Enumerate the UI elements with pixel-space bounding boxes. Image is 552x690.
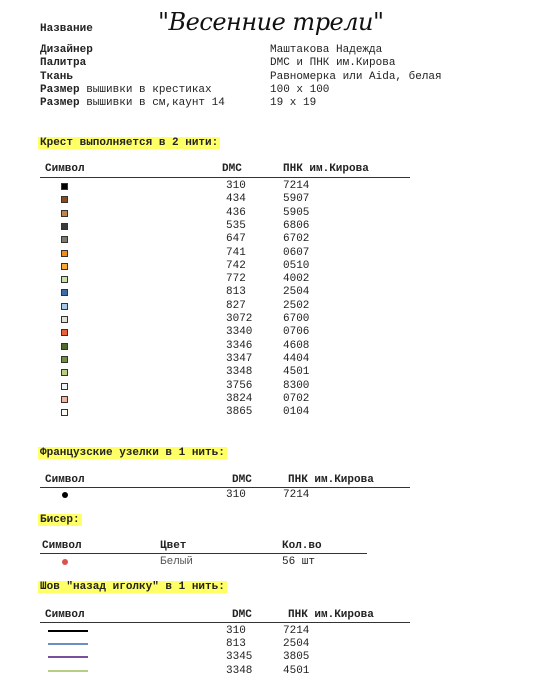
backstitch-line-icon bbox=[48, 630, 88, 632]
dmc-cell: 772 bbox=[226, 273, 246, 285]
pnk-cell: 7214 bbox=[283, 489, 310, 501]
stitch-symbol-icon bbox=[61, 369, 68, 376]
table-row bbox=[0, 207, 552, 220]
size-value: 100 х 100 bbox=[270, 84, 330, 96]
pnk-cell: 2504 bbox=[283, 286, 310, 298]
pnk-cell: 0702 bbox=[283, 393, 310, 405]
stitch-symbol-icon bbox=[61, 196, 68, 203]
pnk-cell: 8300 bbox=[283, 380, 310, 392]
pnk-cell: 0607 bbox=[283, 247, 310, 259]
dmc-cell: 310 bbox=[226, 489, 246, 501]
table-row bbox=[0, 286, 552, 299]
dmc-cell: 436 bbox=[226, 207, 246, 219]
table-row bbox=[0, 489, 552, 502]
pnk-cell: 7214 bbox=[283, 180, 310, 192]
stitch-symbol-icon bbox=[61, 236, 68, 243]
pnk-cell: 6700 bbox=[283, 313, 310, 325]
stitch-symbol-icon bbox=[61, 210, 68, 217]
designer-label: Дизайнер bbox=[40, 44, 93, 56]
pnk-cell: 0104 bbox=[283, 406, 310, 418]
fabric-value: Равномерка или Aida, белая bbox=[270, 71, 442, 83]
table-row bbox=[0, 273, 552, 286]
dmc-cell: 434 bbox=[226, 193, 246, 205]
dmc-cell: 3340 bbox=[226, 326, 253, 338]
stitch-symbol-icon bbox=[61, 276, 68, 283]
table-row bbox=[0, 313, 552, 326]
dmc-cell: 310 bbox=[226, 180, 246, 192]
backstitch-col-symbol: Символ bbox=[45, 609, 85, 621]
beads-header-rule bbox=[40, 553, 367, 554]
stitch-symbol-icon bbox=[61, 289, 68, 296]
table-row bbox=[0, 393, 552, 406]
pnk-cell: 0510 bbox=[283, 260, 310, 272]
dmc-cell: 647 bbox=[226, 233, 246, 245]
table-row bbox=[0, 233, 552, 246]
dmc-cell: 813 bbox=[226, 638, 246, 650]
knots-col-dmc: DMC bbox=[232, 474, 252, 486]
beads-col-symbol: Символ bbox=[42, 540, 82, 552]
table-row bbox=[0, 366, 552, 379]
dmc-cell: 310 bbox=[226, 625, 246, 637]
pnk-cell: 0706 bbox=[283, 326, 310, 338]
knot-dot-icon bbox=[62, 492, 68, 498]
knots-col-symbol: Символ bbox=[45, 474, 85, 486]
dmc-cell: 3346 bbox=[226, 340, 253, 352]
pattern-title: "Весенние трели" bbox=[158, 8, 384, 36]
pnk-cell: 2502 bbox=[283, 300, 310, 312]
stitch-symbol-icon bbox=[61, 383, 68, 390]
dmc-cell: 741 bbox=[226, 247, 246, 259]
size-label: Размер вышивки в крестиках bbox=[40, 84, 212, 96]
knots-heading: Французские узелки в 1 нить: bbox=[40, 447, 225, 459]
dmc-cell: 3756 bbox=[226, 380, 253, 392]
stitch-symbol-icon bbox=[61, 343, 68, 350]
table-row bbox=[0, 180, 552, 193]
pnk-cell: 4608 bbox=[283, 340, 310, 352]
cross-col-pnk: ПНК им.Кирова bbox=[283, 163, 369, 175]
dmc-cell: 535 bbox=[226, 220, 246, 232]
size-cm-value: 19 х 19 bbox=[270, 97, 317, 109]
pnk-cell: 5907 bbox=[283, 193, 310, 205]
dmc-cell: 3865 bbox=[226, 406, 253, 418]
table-row bbox=[0, 220, 552, 233]
beads-heading: Бисер: bbox=[40, 514, 80, 526]
stitch-symbol-icon bbox=[61, 409, 68, 416]
pnk-cell: 6702 bbox=[283, 233, 310, 245]
dmc-cell: 3348 bbox=[226, 366, 253, 378]
palette-value: DMC и ПНК им.Кирова bbox=[270, 57, 396, 69]
table-row bbox=[0, 625, 552, 638]
backstitch-header-rule bbox=[40, 622, 410, 623]
dmc-cell: 742 bbox=[226, 260, 246, 272]
stitch-symbol-icon bbox=[61, 250, 68, 257]
pnk-cell: 4404 bbox=[283, 353, 310, 365]
pnk-cell: 3805 bbox=[283, 651, 310, 663]
stitch-symbol-icon bbox=[61, 329, 68, 336]
knots-header-rule bbox=[40, 487, 410, 488]
designer-value: Маштакова Надежда bbox=[270, 44, 383, 56]
name-label: Название bbox=[40, 23, 93, 35]
table-row bbox=[0, 300, 552, 313]
backstitch-col-dmc: DMC bbox=[232, 609, 252, 621]
fabric-label: Ткань bbox=[40, 71, 74, 83]
stitch-symbol-icon bbox=[61, 396, 68, 403]
backstitch-line-icon bbox=[48, 643, 88, 645]
dmc-cell: 813 bbox=[226, 286, 246, 298]
table-row bbox=[0, 340, 552, 353]
stitch-symbol-icon bbox=[61, 303, 68, 310]
bead-color-cell: Белый bbox=[160, 556, 194, 568]
pnk-cell: 7214 bbox=[283, 625, 310, 637]
pnk-cell: 4501 bbox=[283, 665, 310, 677]
table-row bbox=[0, 651, 552, 664]
table-row bbox=[0, 260, 552, 273]
table-row bbox=[0, 193, 552, 206]
pnk-cell: 4501 bbox=[283, 366, 310, 378]
cross-col-symbol: Символ bbox=[45, 163, 85, 175]
cross-heading: Крест выполняется в 2 нити: bbox=[40, 137, 219, 149]
stitch-symbol-icon bbox=[61, 223, 68, 230]
dmc-cell: 3072 bbox=[226, 313, 253, 325]
table-row bbox=[0, 638, 552, 651]
bead-dot-icon bbox=[62, 559, 68, 565]
pnk-cell: 4002 bbox=[283, 273, 310, 285]
dmc-cell: 3345 bbox=[226, 651, 253, 663]
pnk-cell: 2504 bbox=[283, 638, 310, 650]
table-row bbox=[0, 380, 552, 393]
cross-header-rule bbox=[40, 177, 410, 178]
backstitch-line-icon bbox=[48, 670, 88, 672]
table-row bbox=[0, 353, 552, 366]
backstitch-col-pnk: ПНК им.Кирова bbox=[288, 609, 374, 621]
dmc-cell: 3348 bbox=[226, 665, 253, 677]
table-row bbox=[0, 247, 552, 260]
stitch-symbol-icon bbox=[61, 263, 68, 270]
stitch-symbol-icon bbox=[61, 183, 68, 190]
size-cm-label: Размер вышивки в см,каунт 14 bbox=[40, 97, 225, 109]
backstitch-heading: Шов "назад иголку" в 1 нить: bbox=[40, 581, 225, 593]
bead-qty-cell: 56 шт bbox=[282, 556, 316, 568]
beads-col-qty: Кол.во bbox=[282, 540, 322, 552]
dmc-cell: 827 bbox=[226, 300, 246, 312]
table-row bbox=[0, 326, 552, 339]
pnk-cell: 5905 bbox=[283, 207, 310, 219]
palette-label: Палитра bbox=[40, 57, 87, 69]
knots-col-pnk: ПНК им.Кирова bbox=[288, 474, 374, 486]
dmc-cell: 3824 bbox=[226, 393, 253, 405]
dmc-cell: 3347 bbox=[226, 353, 253, 365]
table-row bbox=[0, 665, 552, 678]
beads-col-color: Цвет bbox=[160, 540, 187, 552]
cross-col-dmc: DMC bbox=[222, 163, 242, 175]
backstitch-line-icon bbox=[48, 656, 88, 658]
stitch-symbol-icon bbox=[61, 316, 68, 323]
pnk-cell: 6806 bbox=[283, 220, 310, 232]
table-row bbox=[0, 556, 552, 569]
table-row bbox=[0, 406, 552, 419]
stitch-symbol-icon bbox=[61, 356, 68, 363]
